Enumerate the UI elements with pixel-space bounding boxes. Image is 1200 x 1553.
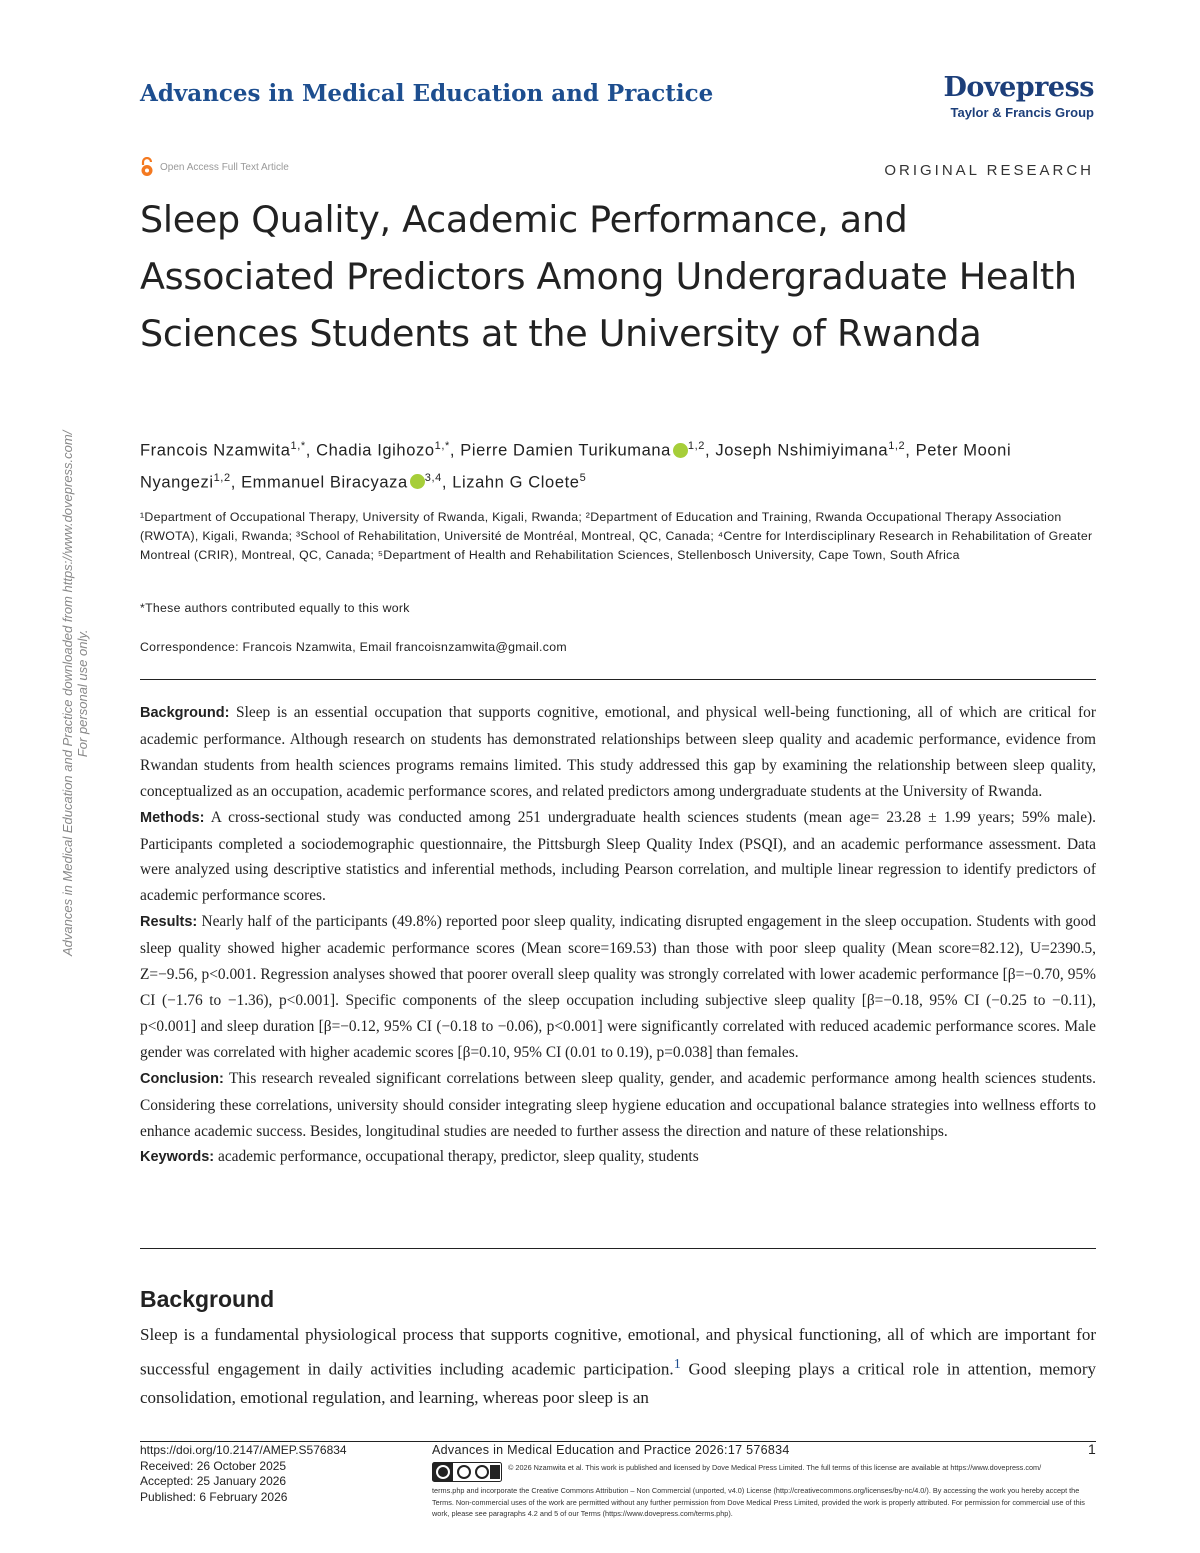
author-affiliation-marker: 1,2	[687, 440, 705, 452]
abstract-section-text: Sleep is an essential occupation that supports cognitive, emotional, and physical well-being functioning, all of which are critical for academic performance. Although research on students has demonstrated relationships between sleep quality and academic performance, evidence from Rwandan students from health sciences programs remains limited. This study addressed this gap by examining the relationship between sleep quality, conceptualized as an occupation, academic performance scores, and related predictors among undergraduate students at the University of Rwanda.	[140, 704, 1096, 800]
abstract-section-label: Results:	[140, 914, 198, 931]
publisher-logo[interactable]	[944, 74, 1094, 120]
footer-rule	[140, 1441, 1096, 1442]
publisher-group: Taylor & Francis Group	[950, 105, 1094, 120]
author-list	[140, 433, 1100, 496]
accepted-date: Accepted: 25 January 2026	[140, 1474, 287, 1488]
open-access-lock-icon	[140, 157, 154, 177]
author-name: Lizahn G Cloete	[452, 473, 580, 491]
equal-contribution-note: *These authors contributed equally to this work	[140, 601, 410, 615]
author-affiliation-marker: 1,*	[434, 440, 450, 452]
author-name: Francois Nzamwita	[140, 441, 291, 460]
open-access-tag	[140, 157, 289, 177]
author-affiliation-marker: 3,4	[424, 471, 442, 484]
abstract-section-label: Keywords:	[140, 1149, 215, 1166]
author-name: Joseph Nshimiyimana	[715, 441, 889, 460]
author-name: Emmanuel Biracyaza	[241, 473, 408, 491]
received-date: Received: 26 October 2025	[140, 1458, 287, 1473]
author-separator: ,	[905, 441, 916, 460]
abstract-top-rule	[140, 679, 1096, 680]
section-heading-background: Background	[140, 1286, 275, 1312]
abstract-section	[140, 1144, 1096, 1171]
citation-line: Advances in Medical Education and Practice 2026:17 576834	[432, 1443, 790, 1457]
author-affiliation-marker: 1,2	[213, 471, 231, 484]
published-date: Published: 6 February 2026	[140, 1489, 288, 1504]
footer-dates	[140, 1443, 347, 1505]
author-separator: ,	[705, 441, 716, 460]
license-text-rest: terms.php and incorporate the Creative Commons Attribution – Non Commercial (unported, v4.0) License (http://creativecommons.org/licenses/by-nc/4.0/). By accessing the work you hereby accept the Terms. Non-commercial uses of the work are permitted without any further permission from Dove Medical Press Limited, provided the work is properly attributed. For permission for commercial use of this work, please see paragraphs 4.2 and 5 of our Terms (https://www.dovepress.com/terms.php).	[432, 1486, 1085, 1518]
doi-link[interactable]: https://doi.org/10.2147/AMEP.S576834	[140, 1443, 347, 1457]
abstract-section-text: This research revealed significant correlations between sleep quality, gender, and academic performance among health sciences students. Considering these correlations, university should consider integrating sleep hygiene education and occupational balance strategies into wellness efforts to enhance academic success. Besides, longitudinal studies are needed to further assess the direction and nature of these relationships.	[140, 1069, 1096, 1140]
abstract-section	[140, 805, 1096, 910]
abstract-section-text: Nearly half of the participants (49.8%) reported poor sleep quality, indicating disrupted engagement in the sleep occupation. Students with good sleep quality showed higher academic performance scores (Mean score=169.53) than those with poor sleep quality (Mean score=82.12), U=2390.5, Z=−9.56, p<0.001. Regression analyses showed that poorer overall sleep quality was strongly correlated with lower academic performance [β=−0.70, 95% CI (−1.76 to −1.36), p<0.001]. Specific components of the sleep occupation including subjective sleep quality [β=−0.18, 95% CI (−0.25 to −0.11), p<0.001] and sleep duration [β=−0.12, 95% CI (−0.18 to −0.06), p<0.001] were significantly correlated with reduced academic performance scores. Male gender was correlated with higher academic scores [β=0.10, 95% CI (0.01 to 0.19), p=0.038] than females.	[140, 913, 1096, 1061]
author-affiliation-marker: 1,*	[290, 440, 306, 452]
abstract-section-text: academic performance, occupational therapy, predictor, sleep quality, students	[214, 1148, 699, 1166]
correspondence[interactable]: Correspondence: Francois Nzamwita, Email francoisnzamwita@gmail.com	[140, 640, 567, 654]
abstract-section-label: Conclusion:	[140, 1070, 224, 1087]
author-separator: ,	[230, 473, 242, 491]
abstract-section	[140, 909, 1096, 1065]
open-access-label: Open Access Full Text Article	[160, 161, 289, 173]
journal-name[interactable]: Advances in Medical Education and Practice	[140, 80, 714, 107]
download-watermark	[60, 431, 90, 956]
abstract-section-label: Methods:	[140, 809, 205, 826]
article-title: Sleep Quality, Academic Performance, and Associated Predictors Among Undergraduate Health Sciences Students at the University of Rwanda	[140, 198, 1077, 355]
abstract-bottom-rule	[140, 1248, 1096, 1249]
orcid-icon[interactable]	[410, 474, 425, 489]
reference-citation[interactable]: 1	[673, 1355, 681, 1372]
watermark-line-1: Advances in Medical Education and Practice downloaded from https://www.dovepress.com/	[60, 430, 75, 956]
license-text-line-1: © 2026 Nzamwita et al. This work is published and licensed by Dove Medical Press Limited. The full terms of this license are available at https://www.dovepress.com/	[508, 1463, 1042, 1472]
background-text-a: Sleep is a fundamental physiological process that supports cognitive, emotional, and physical functioning, all of which are important for successful engagement in daily activities including academic participation.	[140, 1325, 1096, 1379]
orcid-icon[interactable]	[673, 443, 688, 458]
author-name: Pierre Damien Turikumana	[460, 441, 671, 460]
author-affiliation-marker: 1,2	[888, 440, 906, 452]
author-affiliation-marker: 5	[579, 471, 587, 484]
author-name: Chadia Igihozo	[316, 441, 435, 460]
affiliations: ¹Department of Occupational Therapy, University of Rwanda, Kigali, Rwanda; ²Department of Education and Training, Rwanda Occupational Therapy Association (RWOTA), Kigali, Rwanda; ³School of Rehabilitation, Université de Montréal, Montreal, QC, Canada; ⁴Centre for Interdisciplinary Research in Rehabilitation of Greater Montreal (CRIR), Montreal, QC, Canada; ⁵Department of Health and Rehabilitation Sciences, Stellenbosch University, Cape Town, South Africa	[140, 510, 1093, 562]
author-separator: ,	[441, 473, 453, 491]
watermark-line-2: For personal use only.	[75, 629, 90, 758]
abstract-section	[140, 1066, 1096, 1145]
abstract-section-text: A cross-sectional study was conducted among 251 undergraduate health sciences students (mean age= 23.28 ± 1.99 years; 59% male). Participants completed a sociodemographic questionnaire, the Pittsburgh Sleep Quality Index (PSQI), and an academic performance assessment. Data were analyzed using descriptive statistics and inferential methods, including Pearson correlation, and multiple linear regression to identify predictors of academic performance scores.	[140, 808, 1096, 905]
article-type: ORIGINAL RESEARCH	[884, 162, 1094, 179]
author-name: Peter Mooni Nyangezi	[140, 441, 1012, 491]
page-number: 1	[1088, 1441, 1096, 1457]
author-separator: ,	[305, 441, 317, 460]
abstract-section	[140, 700, 1096, 805]
creative-commons-badge-icon[interactable]	[432, 1462, 502, 1482]
publisher-name: Dovepress	[943, 72, 1094, 103]
abstract-section-label: Background:	[140, 705, 230, 721]
background-text-b: Good sleeping plays a critical role in attention, memory consolidation, emotional regulation, and learning, whereas poor sleep is an	[140, 1359, 1096, 1407]
background-paragraph	[140, 1321, 1096, 1412]
abstract	[140, 700, 1096, 1171]
author-separator: ,	[449, 441, 461, 460]
